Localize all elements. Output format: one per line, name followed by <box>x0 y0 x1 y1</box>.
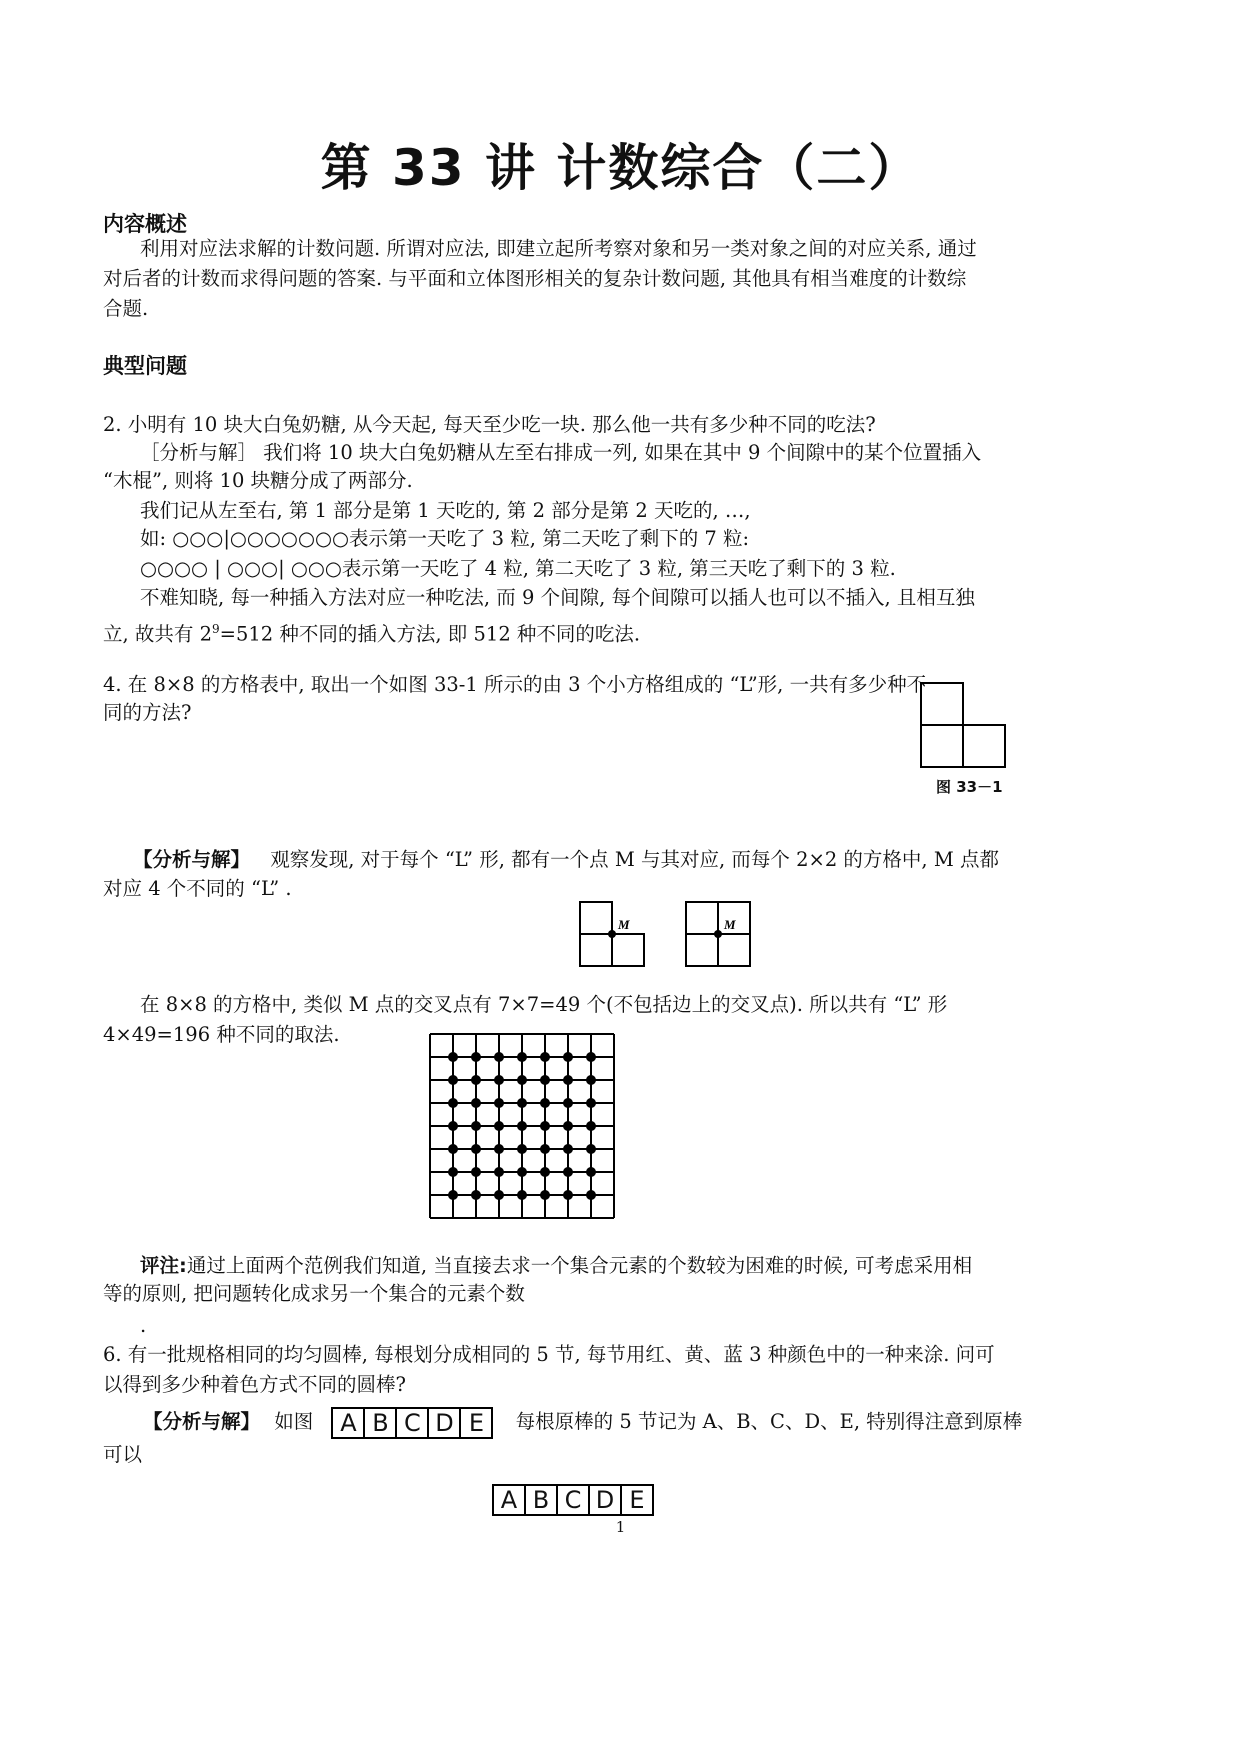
q2-line-3: 我们记从左至右, 第 1 部分是第 1 天吃的, 第 2 部分是第 2 天吃的, …, <box>140 499 751 522</box>
q6-analysis-post: 每根原棒的 5 节记为 A、B、C、D、E, 特别得注意到原棒 <box>515 1410 1023 1433</box>
q4-analysis-line-2: 对应 4 个不同的 “L” . <box>103 877 292 900</box>
intersection-dot <box>563 1167 573 1177</box>
q2-analysis-text: 我们将 10 块大白兔奶糖从左至右排成一列, 如果在其中 9 个间隙中的某个位置插入 <box>263 441 982 464</box>
intersection-dot <box>448 1144 458 1154</box>
m-point <box>714 930 722 938</box>
grid-8x8-figure <box>426 1030 618 1222</box>
rod-figure-bottom <box>492 1484 654 1516</box>
page-number: 1 <box>615 1518 626 1536</box>
rod-segment: B <box>526 1486 558 1514</box>
q4-count-line-1: 在 8×8 的方格中, 类似 M 点的交叉点有 7×7=49 个(不包括边上的交叉点). 所以共有 “L” 形 <box>140 993 948 1016</box>
intersection-dot <box>448 1167 458 1177</box>
q4-analysis-text: 观察发现, 对于每个 “L” 形, 都有一个点 M 与其对应, 而每个 2×2 的方格中, M 点都 <box>270 848 999 871</box>
overview-line-3: 合题. <box>103 297 149 320</box>
q2-line-4: 如: ○○○|○○○○○○○表示第一天吃了 3 粒, 第二天吃了剩下的 7 粒: <box>140 527 750 550</box>
rod-segment: E <box>468 1408 485 1437</box>
page-title: 第 33 讲 计数综合（二） <box>320 139 921 197</box>
intersection-dot <box>563 1052 573 1062</box>
rod-segment: E <box>629 1486 645 1514</box>
rod-segment: B <box>365 1409 397 1437</box>
q6-question-line-1: 6. 有一批规格相同的均匀圆棒, 每根划分成相同的 5 节, 每节用红、黄、蓝 3 种颜色中的一种来涂. 问可 <box>103 1343 995 1366</box>
intersection-dot <box>517 1144 527 1154</box>
intersection-dot <box>517 1052 527 1062</box>
q4-analysis-line-1 <box>133 845 999 875</box>
q6-question-line-2: 以得到多少种着色方式不同的圆棒? <box>103 1373 406 1396</box>
intersection-dot <box>471 1190 481 1200</box>
intersection-dot <box>448 1121 458 1131</box>
overview-line-1: 利用对应法求解的计数问题. 所谓对应法, 即建立起所考察对象和另一类对象之间的对应关系, 通过 <box>140 237 977 260</box>
q2-question: 2. 小明有 10 块大白兔奶糖, 从今天起, 每天至少吃一块. 那么他一共有多少种不同的吃法? <box>103 413 876 436</box>
note-label: 评注: <box>140 1254 187 1277</box>
intersection-dot <box>586 1167 596 1177</box>
q2-line-2: “木棍”, 则将 10 块糖分成了两部分. <box>103 469 413 492</box>
intersection-dot <box>563 1075 573 1085</box>
m-label: M <box>724 917 736 932</box>
intersection-dot <box>448 1098 458 1108</box>
intersection-dot <box>448 1075 458 1085</box>
q6-analysis-pre: 如图 <box>274 1410 314 1433</box>
intersection-dot <box>494 1167 504 1177</box>
rod-segment: D <box>429 1409 461 1437</box>
rod-box <box>492 1484 654 1516</box>
intersection-dot <box>471 1052 481 1062</box>
overview-heading: 内容概述 <box>103 212 187 236</box>
q4-analysis-label: 【分析与解】 <box>133 848 251 871</box>
intersection-dot <box>494 1144 504 1154</box>
figure-caption: 图 33－1 <box>936 778 1003 796</box>
intersection-dot <box>494 1075 504 1085</box>
intersection-dot <box>471 1075 481 1085</box>
intersection-dot <box>517 1167 527 1177</box>
intersection-dot <box>494 1121 504 1131</box>
intersection-dot <box>517 1098 527 1108</box>
overview-line-2: 对后者的计数而求得问题的答案. 与平面和立体图形相关的复杂计数问题, 其他具有相当难度的计数综 <box>103 267 967 290</box>
intersection-dot <box>586 1190 596 1200</box>
q2-line-7 <box>103 614 640 650</box>
intersection-dot <box>586 1098 596 1108</box>
q6-analysis-label: 【分析与解】 <box>143 1410 261 1433</box>
intersection-dot <box>540 1121 550 1131</box>
rod-segment: D <box>590 1486 622 1514</box>
rod-segment: A <box>494 1486 526 1514</box>
intersection-dot <box>494 1052 504 1062</box>
intersection-dot <box>494 1098 504 1108</box>
intersection-dot <box>471 1121 481 1131</box>
typical-heading: 典型问题 <box>103 354 187 378</box>
m-label: M <box>618 917 630 932</box>
q2-analysis-label: ［分析与解］ <box>140 441 258 464</box>
q6-analysis-line-2: 可以 <box>103 1443 143 1466</box>
intersection-dot <box>471 1167 481 1177</box>
intersection-dot <box>517 1190 527 1200</box>
note-line-2: 等的原则, 把问题转化成求另一个集合的元素个数 <box>103 1282 525 1305</box>
intersection-dot <box>563 1144 573 1154</box>
intersection-dot <box>448 1190 458 1200</box>
l-shape-figure <box>918 680 1010 772</box>
intersection-dot <box>586 1144 596 1154</box>
q4-question-line-2: 同的方法? <box>103 701 192 724</box>
intersection-dot <box>540 1075 550 1085</box>
q2-last-pre: 立, 故共有 2 <box>103 622 213 646</box>
intersection-dot <box>540 1167 550 1177</box>
q4-question-line-1: 4. 在 8×8 的方格表中, 取出一个如图 33-1 所示的由 3 个小方格组成的 “L”形, 一共有多少种不 <box>103 673 927 696</box>
intersection-dot <box>471 1144 481 1154</box>
intersection-dot <box>517 1121 527 1131</box>
note-text: 通过上面两个范例我们知道, 当直接去求一个集合元素的个数较为困难的时候, 可考虑采用相 <box>186 1254 973 1277</box>
intersection-dot <box>494 1190 504 1200</box>
rod-figure-inline <box>331 1407 493 1439</box>
m-point <box>608 930 616 938</box>
intersection-dot <box>563 1121 573 1131</box>
intersection-dot <box>586 1052 596 1062</box>
intersection-dot <box>563 1190 573 1200</box>
intersection-dot <box>540 1190 550 1200</box>
stray-dot: . <box>140 1314 147 1337</box>
q2-line-6: 不难知晓, 每一种插入方法对应一种吃法, 而 9 个间隙, 每个间隙可以插人也可以不插入, 且相互独 <box>140 586 975 609</box>
intersection-dot <box>586 1075 596 1085</box>
rod-segment: A <box>333 1409 365 1437</box>
intersection-dot <box>540 1144 550 1154</box>
intersection-dot <box>471 1098 481 1108</box>
rod-segment: C <box>558 1486 590 1514</box>
q2-analysis-line-1 <box>140 438 981 468</box>
q2-last-post: =512 种不同的插入方法, 即 512 种不同的吃法. <box>219 622 641 646</box>
rod-segment: C <box>397 1409 429 1437</box>
q2-exponent: 9 <box>212 622 220 636</box>
intersection-dot <box>563 1098 573 1108</box>
q4-count-line-2: 4×49=196 种不同的取法. <box>103 1023 340 1046</box>
intersection-dot <box>517 1075 527 1085</box>
l-shape-with-m-2 <box>682 898 754 970</box>
q2-line-5: ○○○○ | ○○○| ○○○表示第一天吃了 4 粒, 第二天吃了 3 粒, 第三天吃了剩下的 3 粒. <box>140 557 896 580</box>
intersection-dot <box>540 1052 550 1062</box>
q6-analysis-line-1 <box>143 1402 1022 1442</box>
intersection-dot <box>448 1052 458 1062</box>
l-shape-with-m-1 <box>576 898 648 970</box>
intersection-dot <box>586 1121 596 1131</box>
intersection-dot <box>540 1098 550 1108</box>
